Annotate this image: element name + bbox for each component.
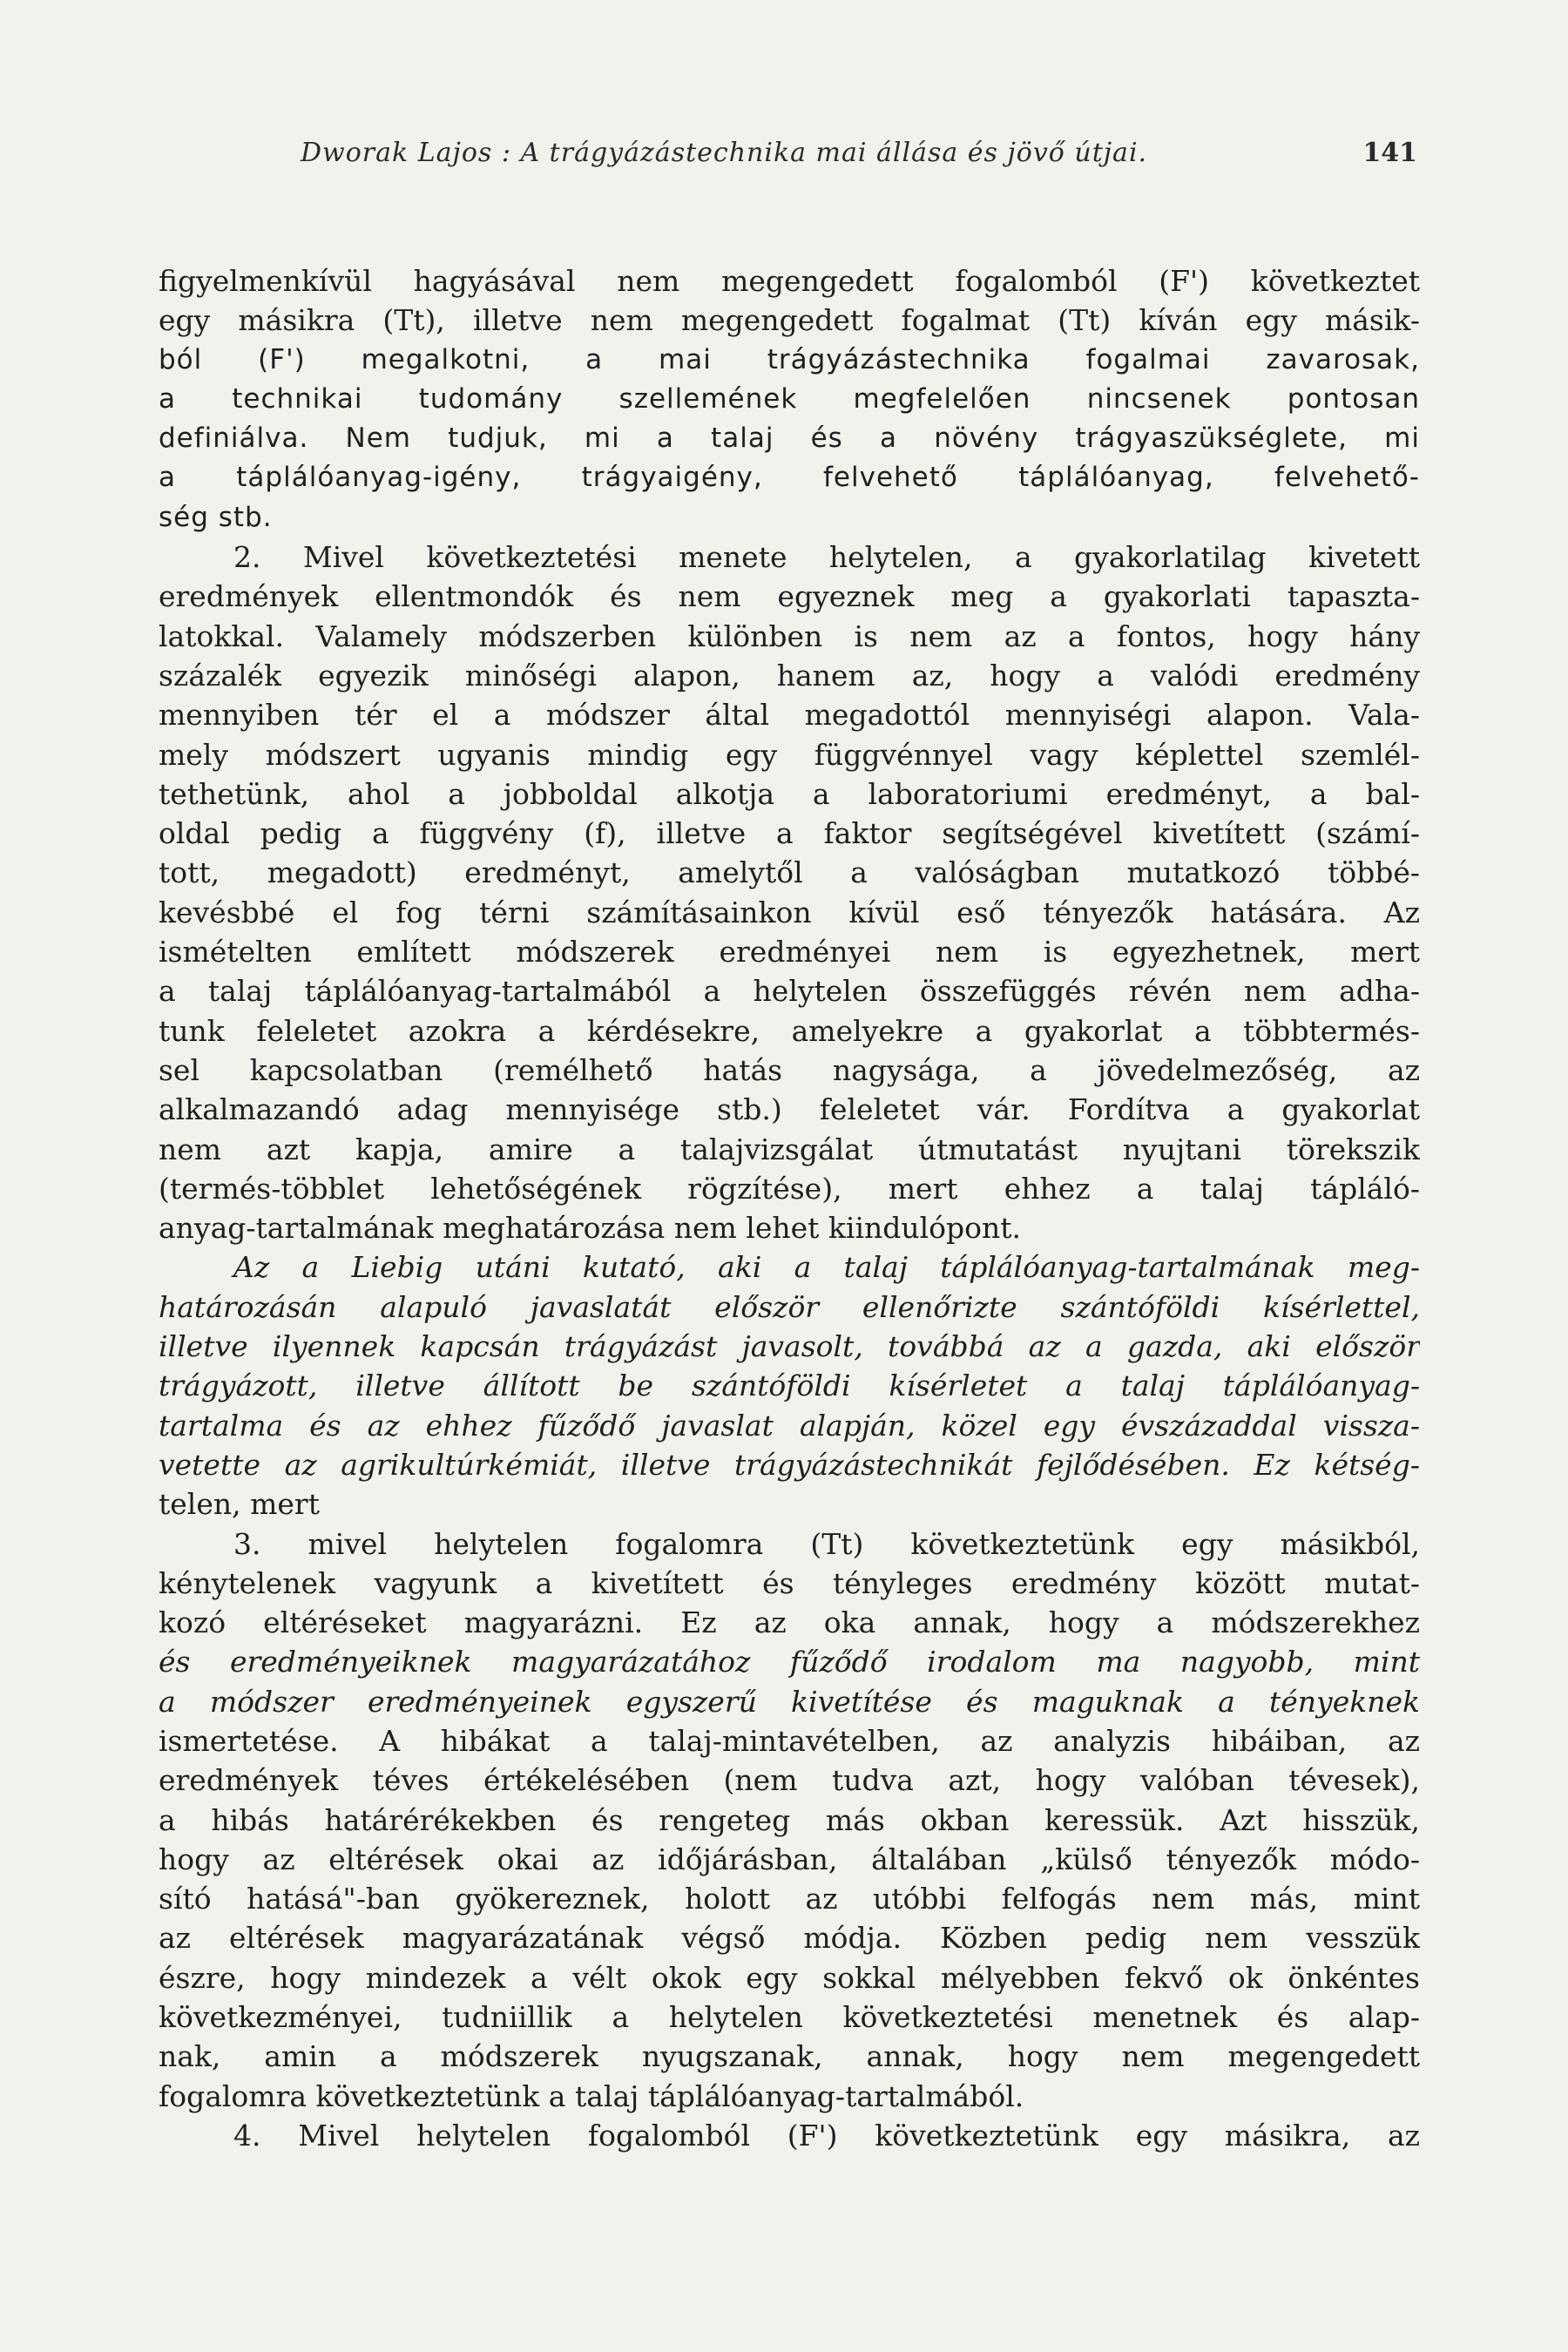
text-line: latokkal. Valamely módszerben különben is nem az a fontos, hogy hány xyxy=(159,618,1420,653)
text-line: vetette az agrikultúrkémiát, illetve trágyázástechnikát fejlődésében. Ez kétség- xyxy=(159,1447,1420,1482)
text-line: tartalma és az ehhez fűződő javaslat alapján, közel egy évszázaddal vissza- xyxy=(159,1408,1420,1443)
text-line: ból (F') megalkotni, a mai trágyázástechnika fogalmai zavarosak, xyxy=(159,343,1420,375)
text-line: 4. Mivel helytelen fogalomból (F') következtetünk egy másikra, az xyxy=(233,2118,1420,2153)
text-line: és eredményeiknek magyarázatához fűződő irodalom ma nagyobb, mint xyxy=(159,1645,1420,1680)
text-line: illetve ilyennek kapcsán trágyázást javasolt, továbbá az a gazda, aki először xyxy=(159,1329,1420,1364)
text-line: (termés-többlet lehetőségének rögzítése), mert ehhez a talaj tápláló- xyxy=(159,1171,1420,1206)
text-line: tott, megadott) eredményt, amelytől a valóságban mutatkozó többé- xyxy=(159,855,1420,890)
text-line: kozó eltéréseket magyarázni. Ez az oka annak, hogy a módszerekhez xyxy=(159,1605,1420,1640)
text-line: nak, amin a módszerek nyugszanak, annak, hogy nem megengedett xyxy=(159,2039,1420,2074)
text-line: telen, mert xyxy=(159,1487,320,1522)
text-line: ismételten említett módszerek eredményei nem is egyezhetnek, mert xyxy=(159,935,1420,970)
text-line: definiálva. Nem tudjuk, mi a talaj és a növény trágyaszükséglete, mi xyxy=(159,422,1420,455)
text-line: eredmények téves értékelésében (nem tudva azt, hogy valóban tévesek), xyxy=(159,1763,1420,1798)
text-line: trágyázott, illetve állított be szántóföldi kísérletet a talaj táplálóanyag- xyxy=(159,1369,1420,1403)
text-line: figyelmenkívül hagyásával nem megengedett fogalomból (F') következtet xyxy=(159,264,1420,298)
text-line: sító hatásá"-ban gyökereznek, holott az utóbbi felfogás nem más, mint xyxy=(159,1882,1420,1916)
text-line: százalék egyezik minőségi alapon, hanem az, hogy a valódi eredmény xyxy=(159,658,1420,693)
text-line: fogalomra következtetünk a talaj táplálóanyag-tartalmából. xyxy=(159,2078,1024,2113)
text-line: ség stb. xyxy=(159,501,273,533)
text-line: kénytelenek vagyunk a kivetített és tényleges eredmény között mutat- xyxy=(159,1565,1420,1600)
text-line: a talaj táplálóanyag-tartalmából a helytelen összefüggés révén nem adha- xyxy=(159,974,1420,1009)
text-line: ismertetése. A hibákat a talaj-mintavételben, az analyzis hibáiban, az xyxy=(159,1723,1420,1758)
text-line: a technikai tudomány szellemének megfelelően nincsenek pontosan xyxy=(159,382,1420,415)
body-text xyxy=(159,261,1420,2265)
text-line: eredmények ellentmondók és nem egyeznek meg a gyakorlati tapaszta- xyxy=(159,579,1420,614)
text-line: kevésbbé el fog térni számításainkon kívül eső tényezők hatására. Az xyxy=(159,895,1420,929)
text-line: a módszer eredményeinek egyszerű kivetítése és maguknak a tényeknek xyxy=(159,1684,1420,1719)
text-line: anyag-tartalmának meghatározása nem lehet kiindulópont. xyxy=(159,1211,1022,1246)
running-head xyxy=(301,138,1424,178)
text-line: észre, hogy mindezek a vélt okok egy sokkal mélyebben fekvő ok önkéntes xyxy=(159,1960,1420,1995)
text-line: a táplálóanyag-igény, trágyaigény, felvehető táplálóanyag, felvehető- xyxy=(159,462,1420,494)
text-line: sel kapcsolatban (remélhető hatás nagysága, a jövedelmezőség, az xyxy=(159,1052,1420,1087)
text-line: mennyiben tér el a módszer által megadottól mennyiségi alapon. Vala- xyxy=(159,698,1420,733)
text-line: 3. mivel helytelen fogalomra (Tt) következtetünk egy másikból, xyxy=(233,1526,1420,1561)
page-number: 141 xyxy=(1362,138,1417,168)
text-line: Az a Liebig utáni kutató, aki a talaj táplálóanyag-tartalmának meg- xyxy=(233,1250,1420,1285)
text-line: tethetünk, ahol a jobboldal alkotja a laboratoriumi eredményt, a bal- xyxy=(159,776,1420,811)
text-line: következményei, tudniillik a helytelen következtetési menetnek és alap- xyxy=(159,2000,1420,2035)
text-line: határozásán alapuló javaslatát először ellenőrizte szántóföldi kísérlettel, xyxy=(159,1289,1420,1324)
text-line: mely módszert ugyanis mindig egy függvénnyel vagy képlettel szemlél- xyxy=(159,737,1420,772)
text-line: alkalmazandó adag mennyisége stb.) feleletet vár. Fordítva a gyakorlat xyxy=(159,1092,1420,1127)
text-line: egy másikra (Tt), illetve nem megengedett fogalmat (Tt) kíván egy másik- xyxy=(159,303,1420,338)
text-line: a hibás határérékekben és rengeteg más okban keressük. Azt hisszük, xyxy=(159,1802,1420,1837)
text-line: tunk feleletet azokra a kérdésekre, amelyekre a gyakorlat a többtermés- xyxy=(159,1013,1420,1048)
text-line: 2. Mivel következtetési menete helytelen, a gyakorlatilag kivetett xyxy=(233,540,1420,575)
text-line: az eltérések magyarázatának végső módja. Közben pedig nem vesszük xyxy=(159,1921,1420,1956)
text-line: oldal pedig a függvény (f), illetve a faktor segítségével kivetített (számí- xyxy=(159,816,1420,851)
running-title: Dworak Lajos : A trágyázástechnika mai állása és jövő útjai. xyxy=(301,138,1148,168)
text-line: nem azt kapja, amire a talajvizsgálat útmutatást nyujtani törekszik xyxy=(159,1132,1420,1166)
text-line: hogy az eltérések okai az időjárásban, általában „külső tényezők módo- xyxy=(159,1842,1420,1876)
